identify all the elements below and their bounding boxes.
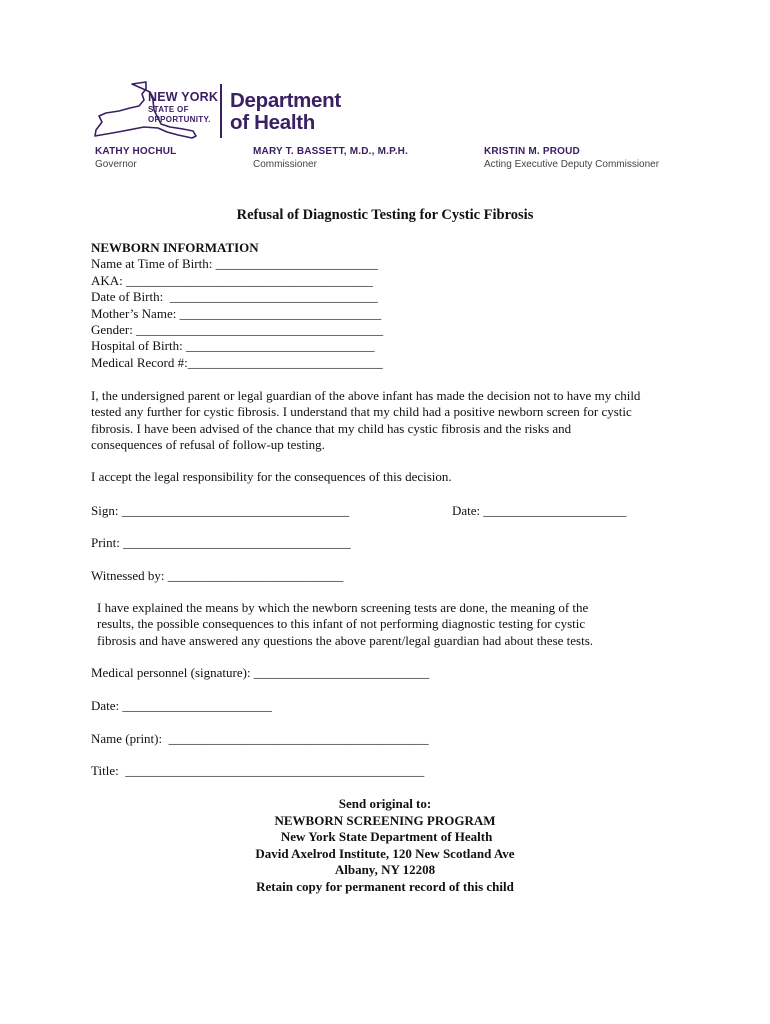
send-original-block — [0, 796, 770, 895]
department-of-health-wordmark — [230, 90, 341, 134]
ny-wordmark — [148, 91, 218, 124]
send-line: Send original to: — [338, 796, 432, 811]
field-medical-record[interactable]: Medical Record #:______________________________ — [91, 354, 383, 370]
ny-line3: OPPORTUNITY. — [148, 114, 211, 124]
dept-line1: Department — [230, 89, 341, 112]
send-line: Albany, NY 12208 — [334, 862, 436, 877]
dept-line2: of Health — [230, 111, 315, 134]
send-line: David Axelrod Institute, 120 New Scotland Ave — [255, 845, 515, 861]
medical-title-field[interactable]: Title: ______________________________________________ — [91, 763, 425, 778]
section-heading: NEWBORN INFORMATION — [91, 240, 259, 255]
letterhead-divider — [220, 84, 222, 138]
field-mothers-name[interactable]: Mother’s Name: _______________________________ — [91, 305, 382, 321]
official-name: KATHY HOCHUL — [95, 146, 177, 157]
official-name: KRISTIN M. PROUD — [484, 146, 580, 157]
field-date-of-birth[interactable]: Date of Birth: ________________________________ — [91, 289, 378, 305]
print-field[interactable]: Print: ___________________________________ — [91, 535, 351, 550]
official-title: Governor — [95, 158, 137, 170]
explained-line: results, the possible consequences to this infant of not performing diagnostic testing for cystic — [97, 616, 586, 632]
statement-line: I, the undersigned parent or legal guardian of the above infant has made the decision not to have my child — [91, 388, 641, 403]
field-hospital-of-birth[interactable]: Hospital of Birth: _____________________________ — [91, 338, 375, 354]
explained-line: I have explained the means by which the newborn screening tests are done, the meaning of the — [97, 600, 589, 615]
sign-date-field[interactable]: Date: ______________________ — [452, 503, 627, 518]
ny-line2: STATE OF — [148, 104, 189, 114]
medical-statement — [97, 600, 593, 649]
send-line: Retain copy for permanent record of this child — [256, 878, 514, 894]
statement-line: tested any further for cystic fibrosis. I understand that my child had a positive newborn screen for cystic — [91, 404, 632, 420]
send-line: New York State Department of Health — [277, 829, 493, 844]
official-title: Commissioner — [253, 158, 317, 170]
send-line: NEWBORN SCREENING PROGRAM — [274, 812, 496, 828]
accept-statement: I accept the legal responsibility for the consequences of this decision. — [91, 469, 452, 484]
statement-line: consequences of refusal of follow-up testing. — [91, 437, 325, 453]
field-aka[interactable]: AKA: ______________________________________ — [91, 272, 374, 288]
official-name: MARY T. BASSETT, M.D., M.P.H. — [253, 146, 409, 157]
form-title: Refusal of Diagnostic Testing for Cystic Fibrosis — [236, 207, 534, 223]
field-gender[interactable]: Gender: ______________________________________ — [91, 322, 384, 338]
official-title: Acting Executive Deputy Commissioner — [484, 158, 660, 170]
field-name-at-birth[interactable]: Name at Time of Birth: _________________________ — [91, 256, 379, 272]
newborn-information-section — [91, 240, 383, 371]
ny-line1: NEW YORK — [148, 90, 219, 104]
official-commissioner — [253, 146, 408, 171]
official-governor — [95, 146, 176, 171]
medical-signature-field[interactable]: Medical personnel (signature): ___________________________ — [91, 665, 430, 680]
sign-field[interactable]: Sign: ___________________________________ — [91, 503, 350, 518]
official-deputy-commissioner — [484, 146, 659, 171]
witnessed-field[interactable]: Witnessed by: ___________________________ — [91, 568, 344, 583]
statement-line: fibrosis. I have been advised of the chance that my child has cystic fibrosis and the risks and — [91, 420, 572, 436]
explained-line: fibrosis and have answered any questions the above parent/legal guardian had about these tests. — [97, 632, 594, 648]
medical-date-field[interactable]: Date: _______________________ — [91, 698, 272, 713]
refusal-statement — [91, 388, 640, 454]
medical-name-field[interactable]: Name (print): ________________________________________ — [91, 731, 429, 746]
